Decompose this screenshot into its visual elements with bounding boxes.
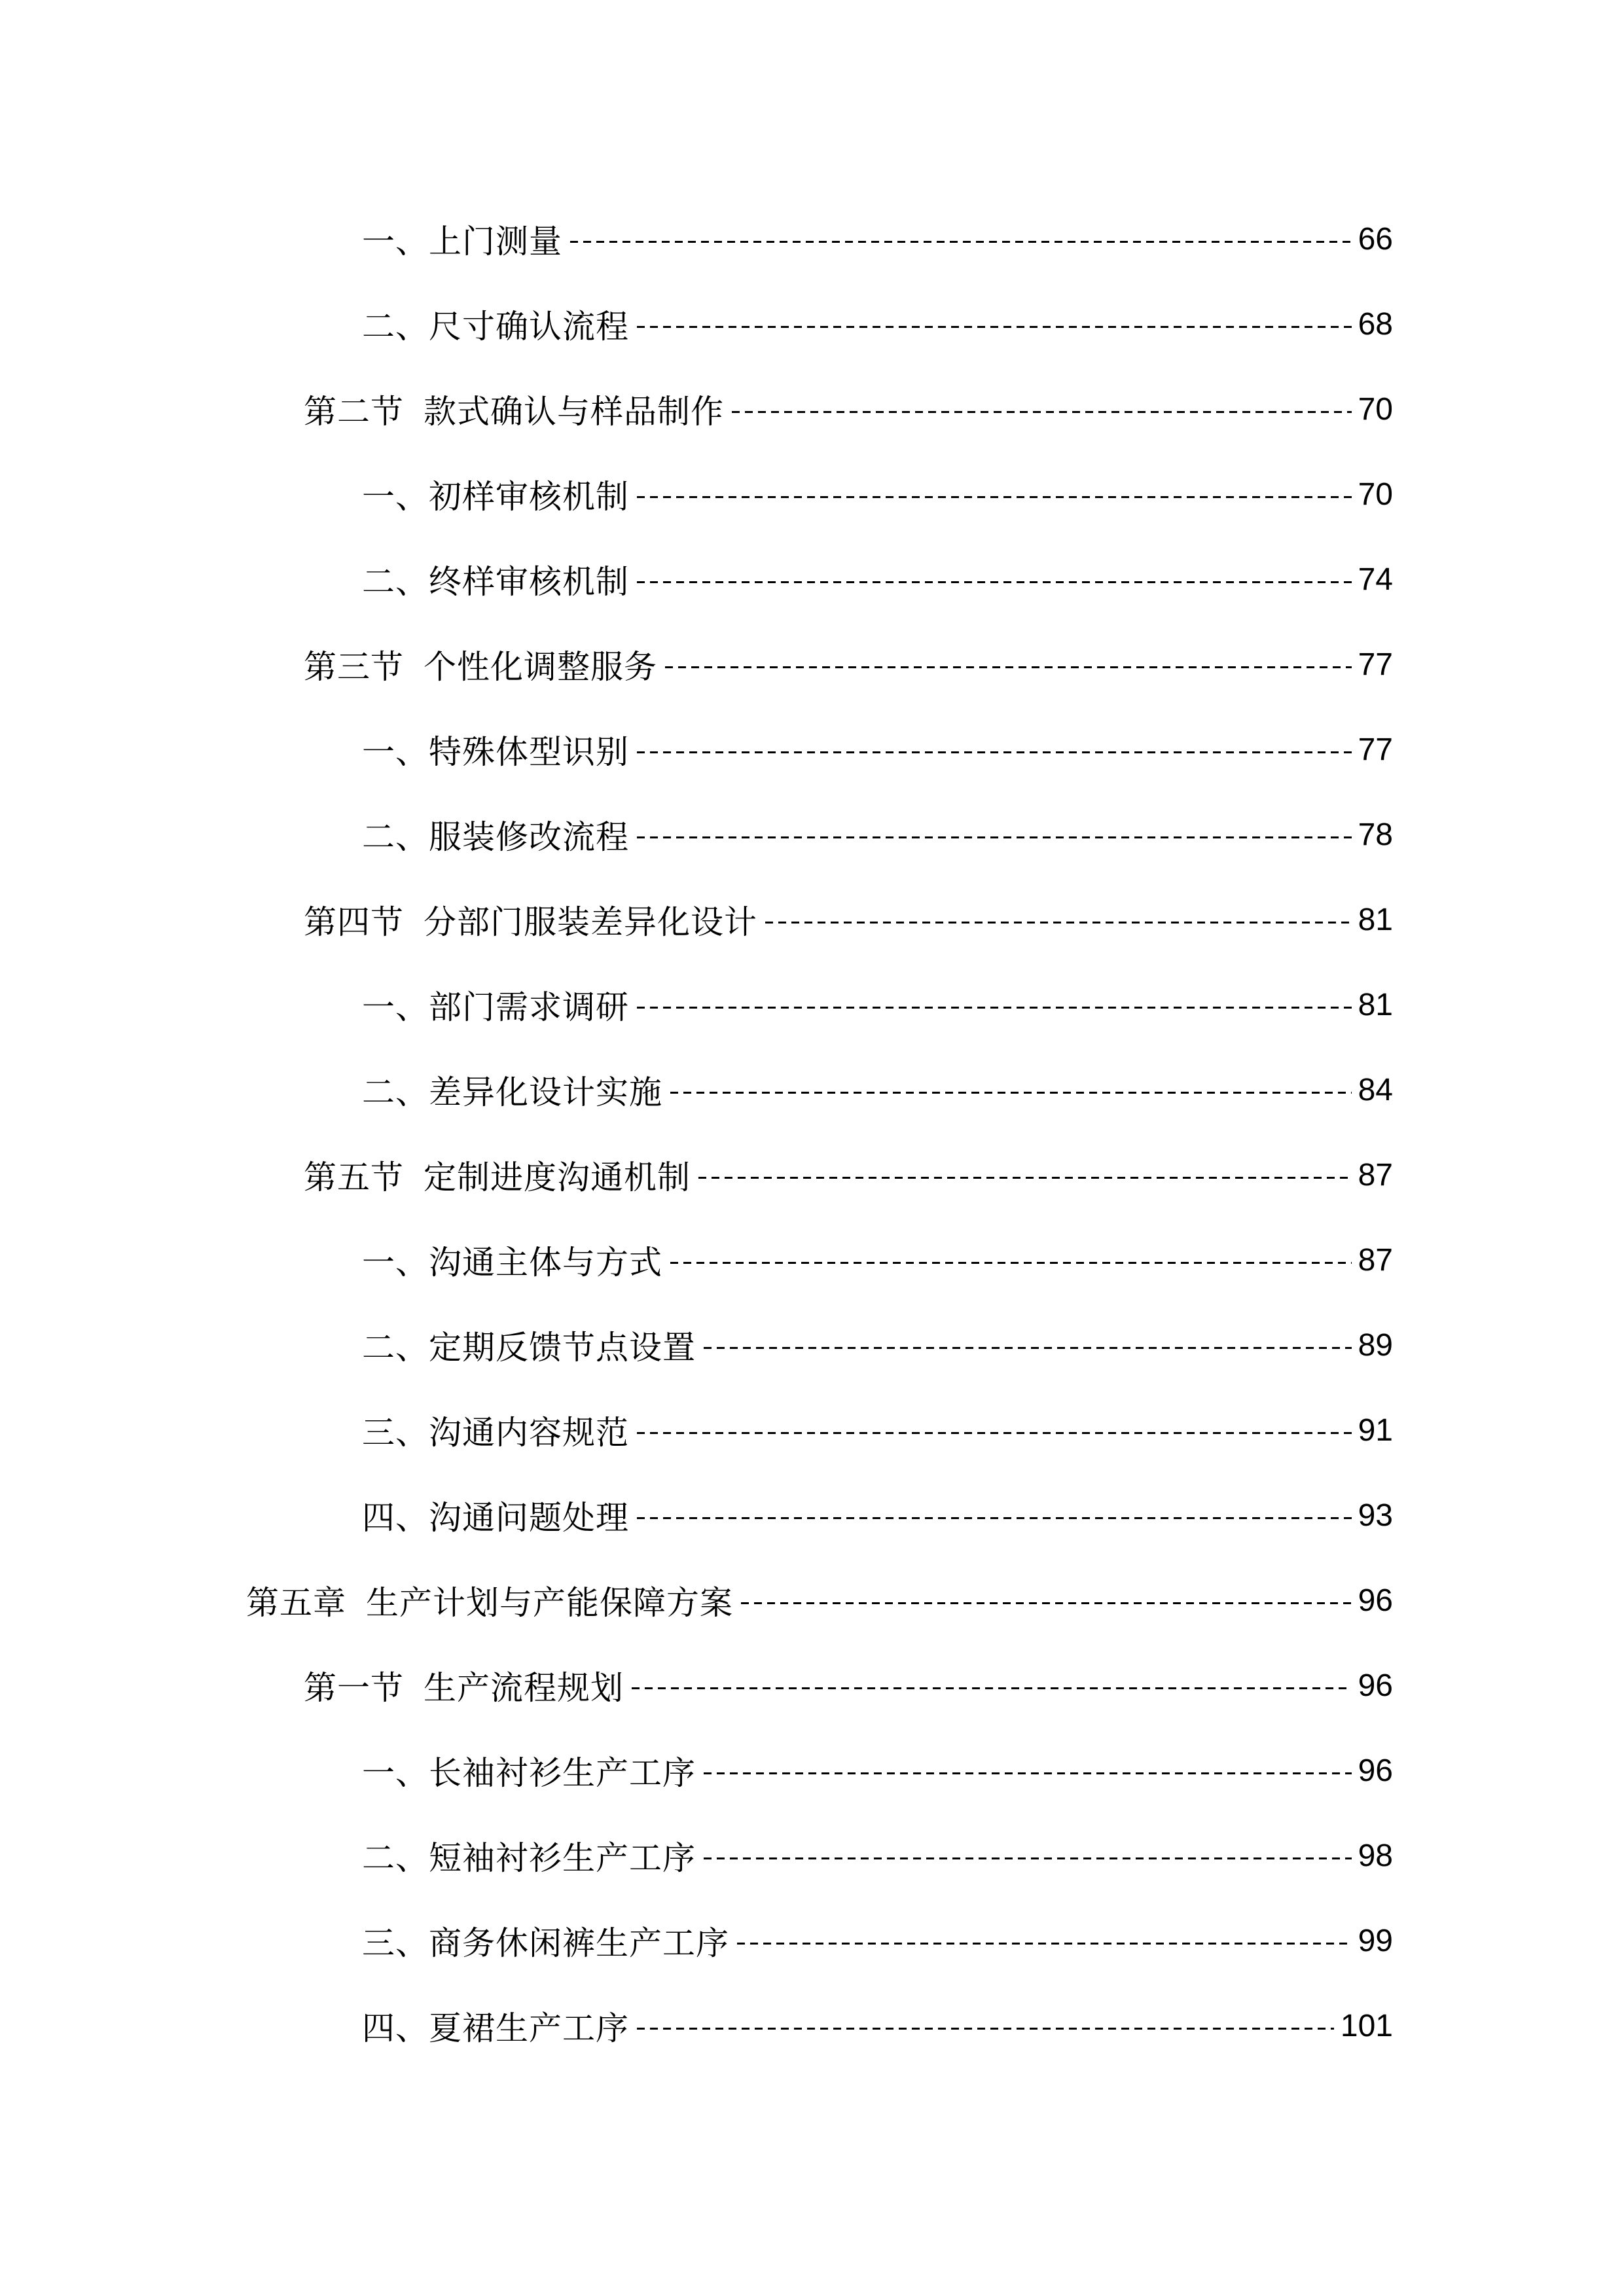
toc-entry-label: 生产计划与产能保障方案 xyxy=(366,1584,733,1622)
toc-entry-title: 一、长袖衬衫生产工序 xyxy=(362,1754,696,1792)
toc-leader-dashes xyxy=(632,1687,1352,1689)
toc-entry-label: 分部门服装差异化设计 xyxy=(424,903,757,941)
toc-page-number: 96 xyxy=(1358,1668,1393,1703)
toc-entry-title: 二、差异化设计实施 xyxy=(362,1073,662,1111)
toc-entry-title: 三、商务休闲裤生产工序 xyxy=(362,1924,729,1962)
toc-leader-dashes xyxy=(737,1943,1352,1945)
toc-entry[interactable] xyxy=(362,723,1393,776)
toc-leader-dashes xyxy=(741,1602,1352,1604)
toc-entry-title: 二、终样审核机制 xyxy=(362,563,629,601)
toc-entry[interactable] xyxy=(362,978,1393,1031)
toc-page-number: 70 xyxy=(1358,391,1393,427)
toc-page-number: 74 xyxy=(1358,562,1393,597)
toc-leader-dashes xyxy=(704,1857,1352,1859)
toc-page-number: 89 xyxy=(1358,1327,1393,1363)
toc-entry-title xyxy=(304,896,757,943)
toc-page-number: 91 xyxy=(1358,1412,1393,1448)
toc-entry[interactable] xyxy=(304,383,1393,435)
toc-entry-title xyxy=(304,1151,691,1198)
toc-entry[interactable] xyxy=(362,1234,1393,1286)
toc-entry-title: 四、夏裙生产工序 xyxy=(362,2009,629,2047)
toc-entry[interactable] xyxy=(362,553,1393,605)
toc-leader-dashes xyxy=(732,411,1352,413)
toc-leader-dashes xyxy=(698,1177,1352,1179)
toc-entry[interactable] xyxy=(304,893,1393,946)
toc-entry-title xyxy=(246,1577,733,1624)
toc-entry-label: 生产流程规划 xyxy=(424,1669,624,1707)
toc-page-number: 81 xyxy=(1358,987,1393,1022)
toc-page-number: 93 xyxy=(1358,1498,1393,1533)
toc-leader-dashes xyxy=(637,581,1352,583)
toc-entry-title: 一、特殊体型识别 xyxy=(362,733,629,771)
toc-entry-title: 一、上门测量 xyxy=(362,223,562,260)
toc-entry-title: 三、沟通内容规范 xyxy=(362,1414,629,1452)
toc-entry-title: 二、服装修改流程 xyxy=(362,818,629,856)
toc-page-number: 87 xyxy=(1358,1157,1393,1193)
toc-page-number: 70 xyxy=(1358,476,1393,512)
toc-entry[interactable] xyxy=(362,1914,1393,1967)
toc-leader-dashes xyxy=(637,1432,1352,1434)
toc-leader-dashes xyxy=(637,1517,1352,1519)
toc-entry-label: 个性化调整服务 xyxy=(424,648,657,686)
toc-page-number: 81 xyxy=(1358,902,1393,937)
toc-entry-prefix: 第五章 xyxy=(246,1584,346,1622)
toc-leader-dashes xyxy=(670,1262,1352,1264)
toc-entry-prefix: 第三节 xyxy=(304,648,404,686)
toc-leader-dashes xyxy=(665,666,1352,668)
toc-entry[interactable] xyxy=(304,1659,1393,1712)
toc-entry[interactable] xyxy=(362,1064,1393,1116)
toc-page-number: 87 xyxy=(1358,1242,1393,1278)
toc-entry-title: 二、尺寸确认流程 xyxy=(362,308,629,346)
toc-entry-prefix: 第五节 xyxy=(304,1158,404,1196)
toc-page-number: 66 xyxy=(1358,221,1393,257)
toc-entry[interactable] xyxy=(362,1404,1393,1456)
toc-entry-title: 四、沟通问题处理 xyxy=(362,1499,629,1537)
toc-entry-prefix: 第二节 xyxy=(304,393,404,431)
toc-page-number: 96 xyxy=(1358,1753,1393,1788)
toc-page-number: 84 xyxy=(1358,1072,1393,1107)
toc-page-number: 99 xyxy=(1358,1923,1393,1958)
toc-entry[interactable] xyxy=(246,1574,1393,1626)
toc-entry-label: 定制进度沟通机制 xyxy=(424,1158,691,1196)
toc-page-number: 96 xyxy=(1358,1583,1393,1618)
toc-leader-dashes xyxy=(704,1772,1352,1774)
toc-entry-prefix: 第一节 xyxy=(304,1669,404,1707)
toc-entry[interactable] xyxy=(362,213,1393,265)
toc-entry[interactable] xyxy=(362,1489,1393,1541)
toc-entry-title: 一、初样审核机制 xyxy=(362,478,629,516)
toc-leader-dashes xyxy=(765,922,1352,924)
toc-page-number: 101 xyxy=(1340,2008,1393,2043)
toc-entry-title: 一、沟通主体与方式 xyxy=(362,1244,662,1282)
toc-entry[interactable] xyxy=(362,808,1393,861)
toc-entry[interactable] xyxy=(304,1149,1393,1201)
toc-entry[interactable] xyxy=(304,638,1393,691)
toc-leader-dashes xyxy=(637,836,1352,838)
toc-page-number: 98 xyxy=(1358,1838,1393,1873)
toc-entry[interactable] xyxy=(362,468,1393,520)
toc-entry-title: 一、部门需求调研 xyxy=(362,988,629,1026)
toc-entry[interactable] xyxy=(362,298,1393,350)
toc-entry[interactable] xyxy=(362,1319,1393,1371)
toc-leader-dashes xyxy=(637,2028,1334,2030)
toc-entry-title xyxy=(304,641,657,688)
toc-entry-title: 二、定期反馈节点设置 xyxy=(362,1329,696,1367)
toc-entry-title: 二、短袖衬衫生产工序 xyxy=(362,1839,696,1877)
toc-page-number: 77 xyxy=(1358,732,1393,767)
toc-leader-dashes xyxy=(637,1007,1352,1009)
toc-entry[interactable] xyxy=(362,2000,1393,2052)
toc-page-number: 77 xyxy=(1358,647,1393,682)
toc-entry-title xyxy=(304,386,724,433)
toc-page-number: 78 xyxy=(1358,817,1393,852)
toc-page-number: 68 xyxy=(1358,306,1393,342)
toc-leader-dashes xyxy=(637,751,1352,753)
toc-entry-prefix: 第四节 xyxy=(304,903,404,941)
toc-entry-title xyxy=(304,1662,624,1709)
toc-leader-dashes xyxy=(637,326,1352,328)
toc-entry[interactable] xyxy=(362,1829,1393,1882)
toc-entry-label: 款式确认与样品制作 xyxy=(424,393,724,431)
toc-leader-dashes xyxy=(704,1347,1352,1349)
toc-entry[interactable] xyxy=(362,1744,1393,1797)
toc-leader-dashes xyxy=(670,1092,1352,1094)
toc-leader-dashes xyxy=(570,241,1352,243)
toc-leader-dashes xyxy=(637,496,1352,498)
